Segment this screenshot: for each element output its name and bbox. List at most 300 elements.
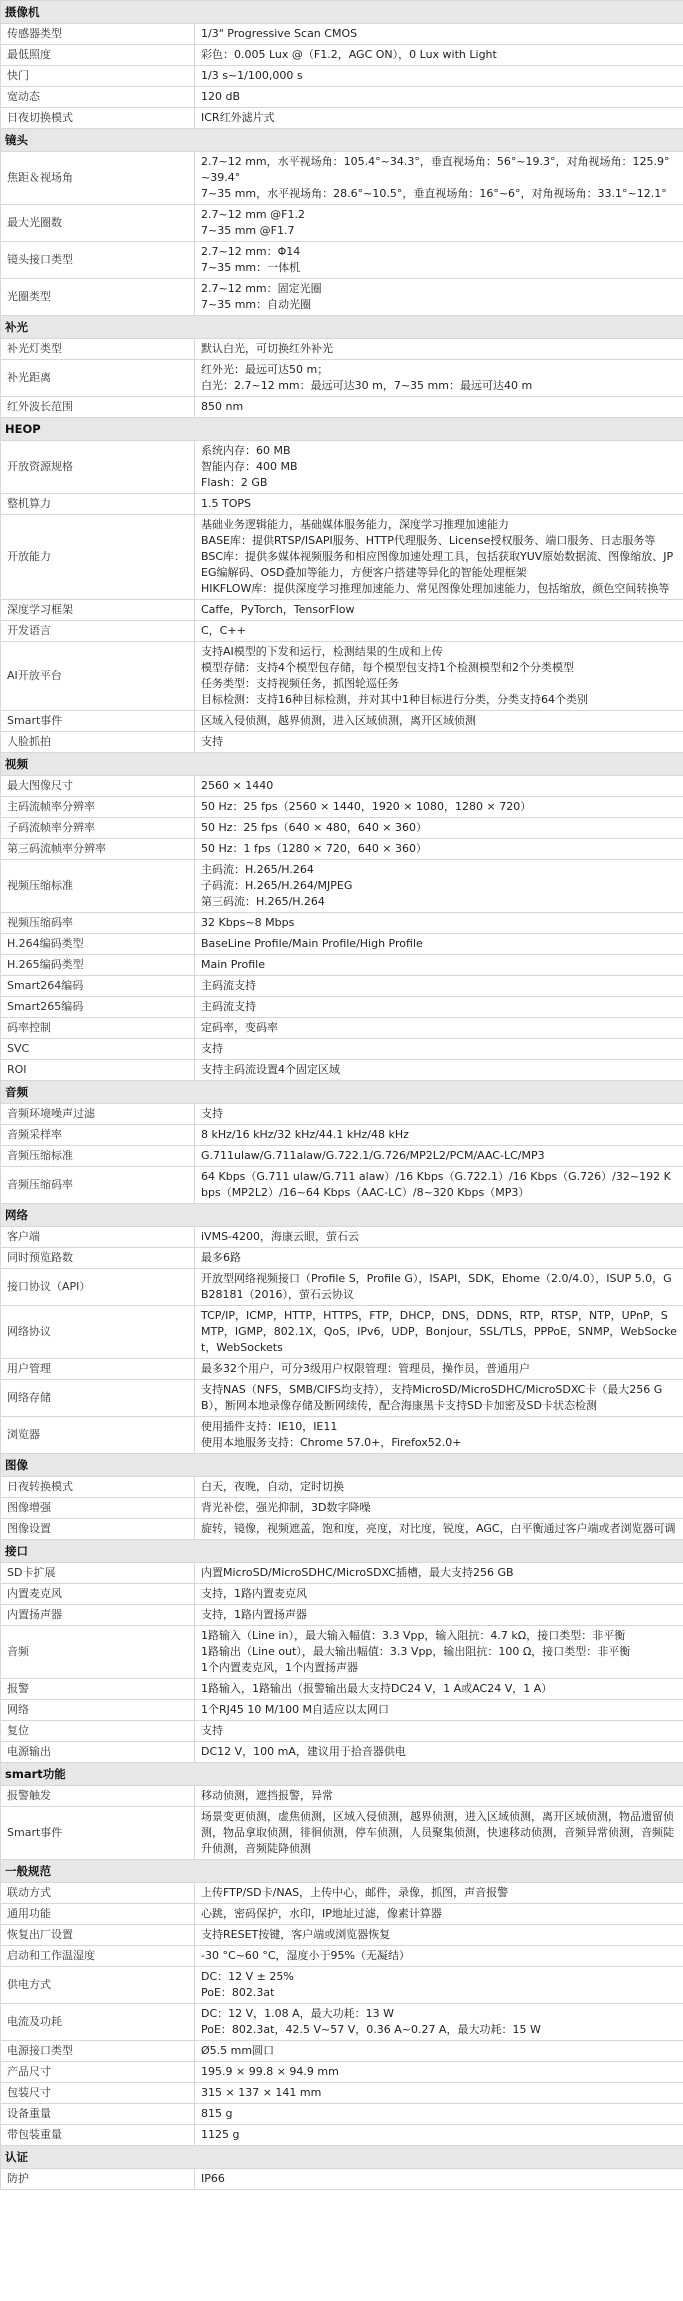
spec-row: [1, 1563, 683, 1584]
spec-value-line: iVMS-4200，海康云眼，萤石云: [201, 1230, 360, 1243]
spec-row: [1, 642, 683, 711]
spec-value-line: 64 Kbps（G.711 ulaw/G.711 alaw）/16 Kbps（G.722.1）/16 Kbps（G.726）/32~192 Kbps（MP2L2）/16~64 Kbps（AAC-LC）/8~320 Kbps（MP3）: [201, 1170, 671, 1199]
spec-value: [195, 1380, 683, 1417]
spec-value: [195, 152, 683, 205]
spec-value: [195, 1060, 683, 1081]
spec-row: [1, 1125, 683, 1146]
spec-key: 快门: [1, 66, 195, 87]
spec-key: 客户端: [1, 1227, 195, 1248]
spec-value: [195, 1417, 683, 1454]
spec-value-line: 心跳，密码保护，水印，IP地址过滤，像素计算器: [201, 1907, 442, 1920]
spec-value-line: HIKFLOW库：提供深度学习推理加速能力、常见图像处理加速能力，包括缩放，颜色空间转换等: [201, 582, 670, 595]
spec-value-line: 使用插件支持：IE10，IE11: [201, 1420, 338, 1433]
spec-value-line: 315 × 137 × 141 mm: [201, 2086, 322, 2099]
spec-key: 电源接口类型: [1, 2041, 195, 2062]
spec-row: [1, 1269, 683, 1306]
spec-value: [195, 397, 683, 418]
spec-value: [195, 976, 683, 997]
spec-value: [195, 45, 683, 66]
spec-row: [1, 1359, 683, 1380]
spec-row: [1, 515, 683, 600]
section-header: [1, 753, 683, 776]
spec-key: 最大图像尺寸: [1, 776, 195, 797]
section-header: [1, 1860, 683, 1883]
spec-row: [1, 205, 683, 242]
spec-key: 整机算力: [1, 494, 195, 515]
spec-key: 供电方式: [1, 1967, 195, 2004]
spec-value: [195, 1359, 683, 1380]
spec-value: [195, 2004, 683, 2041]
spec-value-line: 2560 × 1440: [201, 779, 274, 792]
spec-row: [1, 1967, 683, 2004]
spec-value-line: 基础业务逻辑能力，基础媒体服务能力，深度学习推理加速能力: [201, 518, 509, 531]
spec-value: [195, 711, 683, 732]
spec-key: 补光灯类型: [1, 339, 195, 360]
spec-value-line: 场景变更侦测，虚焦侦测，区域入侵侦测，越界侦测，进入区域侦测，离开区域侦测，物品遗留侦测，物品拿取侦测，徘徊侦测，停车侦测，人员聚集侦测，快速移动侦测，音频异常侦测，音频陡升侦测，音频陡降侦测: [201, 1810, 674, 1855]
spec-value-line: 2.7~12 mm：Φ14: [201, 245, 301, 258]
spec-row: [1, 2062, 683, 2083]
spec-value-line: 支持: [201, 735, 223, 748]
section-title: 认证: [1, 2146, 683, 2169]
spec-row: [1, 1227, 683, 1248]
spec-value-line: 白光：2.7~12 mm：最远可达30 m，7~35 mm：最远可达40 m: [201, 379, 533, 392]
spec-value-line: 最多32个用户，可分3级用户权限管理：管理员，操作员，普通用户: [201, 1362, 530, 1375]
spec-row: [1, 2169, 683, 2190]
spec-value-line: 第三码流：H.265/H.264: [201, 895, 325, 908]
spec-value-line: 1个内置麦克风，1个内置扬声器: [201, 1661, 358, 1674]
spec-value-line: 开放型网络视频接口（Profile S，Profile G），ISAPI，SDK，Ehome（2.0/4.0），ISUP 5.0，GB28181（2016），萤石云协议: [201, 1272, 672, 1301]
spec-value-line: 850 nm: [201, 400, 244, 413]
spec-row: [1, 1039, 683, 1060]
spec-key: Smart事件: [1, 711, 195, 732]
spec-row: [1, 976, 683, 997]
spec-row: [1, 1584, 683, 1605]
spec-key: 音频压缩码率: [1, 1167, 195, 1204]
spec-key: 音频压缩标准: [1, 1146, 195, 1167]
spec-value: [195, 1946, 683, 1967]
section-header: [1, 2146, 683, 2169]
spec-row: [1, 360, 683, 397]
spec-value: [195, 1269, 683, 1306]
spec-value: [195, 1883, 683, 1904]
spec-key: 带包装重量: [1, 2125, 195, 2146]
spec-key: 报警触发: [1, 1786, 195, 1807]
spec-value-line: 任务类型：支持视频任务，抓图轮巡任务: [201, 677, 399, 690]
spec-value: [195, 1584, 683, 1605]
spec-row: [1, 1519, 683, 1540]
spec-value: [195, 1925, 683, 1946]
spec-value: [195, 2083, 683, 2104]
spec-key: AI开放平台: [1, 642, 195, 711]
section-title: 接口: [1, 1540, 683, 1563]
spec-value-line: 定码率，变码率: [201, 1021, 278, 1034]
spec-value-line: DC12 V，100 mA，建议用于拾音器供电: [201, 1745, 406, 1758]
spec-key: 防护: [1, 2169, 195, 2190]
spec-row: [1, 711, 683, 732]
section-title: 镜头: [1, 129, 683, 152]
spec-value-line: ICR红外滤片式: [201, 111, 275, 124]
spec-row: [1, 66, 683, 87]
spec-key: 深度学习框架: [1, 600, 195, 621]
spec-value-line: 32 Kbps~8 Mbps: [201, 916, 295, 929]
spec-row: [1, 1104, 683, 1125]
spec-value-line: 白天，夜晚，自动，定时切换: [201, 1480, 344, 1493]
spec-value-line: Caffe，PyTorch，TensorFlow: [201, 603, 355, 616]
spec-key: 开放资源规格: [1, 441, 195, 494]
spec-key: 人脸抓拍: [1, 732, 195, 753]
spec-value-line: 2.7~12 mm，水平视场角：105.4°~34.3°，垂直视场角：56°~19.3°，对角视场角：125.9°~39.4°: [201, 155, 670, 184]
spec-value-line: 支持RESET按键，客户端或浏览器恢复: [201, 1928, 391, 1941]
spec-key: 网络协议: [1, 1306, 195, 1359]
spec-value: [195, 494, 683, 515]
spec-row: [1, 2125, 683, 2146]
spec-row: [1, 934, 683, 955]
spec-value: [195, 1700, 683, 1721]
spec-key: 补光距离: [1, 360, 195, 397]
spec-key: 第三码流帧率分辨率: [1, 839, 195, 860]
spec-key: 红外波长范围: [1, 397, 195, 418]
spec-value-line: Ø5.5 mm圆口: [201, 2044, 275, 2057]
spec-value-line: 7~35 mm：自动光圈: [201, 298, 312, 311]
spec-key: 音频采样率: [1, 1125, 195, 1146]
spec-value-line: 默认白光，可切换红外补光: [201, 342, 333, 355]
spec-value: [195, 1807, 683, 1860]
spec-value: [195, 1018, 683, 1039]
spec-value: [195, 642, 683, 711]
spec-row: [1, 955, 683, 976]
spec-key: 用户管理: [1, 1359, 195, 1380]
spec-row: [1, 1807, 683, 1860]
spec-value-line: 主码流支持: [201, 979, 256, 992]
spec-value: [195, 2104, 683, 2125]
spec-value-line: 1个RJ45 10 M/100 M自适应以太网口: [201, 1703, 390, 1716]
spec-value: [195, 955, 683, 976]
spec-row: [1, 1060, 683, 1081]
spec-key: 电源输出: [1, 1742, 195, 1763]
spec-value-line: 1.5 TOPS: [201, 497, 251, 510]
spec-value: [195, 1786, 683, 1807]
spec-value: [195, 1519, 683, 1540]
spec-value-line: -30 °C~60 °C，湿度小于95%（无凝结）: [201, 1949, 410, 1962]
spec-value: [195, 515, 683, 600]
spec-key: 通用功能: [1, 1904, 195, 1925]
spec-value-line: 1路输入（Line in），最大输入幅值：3.3 Vpp，输入阻抗：4.7 kΩ，接口类型：非平衡: [201, 1629, 626, 1642]
spec-value-line: DC：12 V，1.08 A，最大功耗：13 W: [201, 2007, 395, 2020]
spec-key: Smart265编码: [1, 997, 195, 1018]
spec-key: Smart264编码: [1, 976, 195, 997]
spec-value: [195, 2041, 683, 2062]
spec-key: H.264编码类型: [1, 934, 195, 955]
spec-value-line: 1/3 s~1/100,000 s: [201, 69, 303, 82]
spec-value: [195, 1146, 683, 1167]
spec-value: [195, 1679, 683, 1700]
spec-value: [195, 1742, 683, 1763]
spec-key: 最大光圈数: [1, 205, 195, 242]
spec-value: [195, 242, 683, 279]
spec-value: [195, 839, 683, 860]
spec-value-line: TCP/IP，ICMP，HTTP，HTTPS，FTP，DHCP，DNS，DDNS，RTP，RTSP，NTP，UPnP，SMTP，IGMP，802.1X，QoS，IPv6，UDP，Bonjour，SSL/TLS，PPPoE，SNMP，WebSocket，WebSockets: [201, 1309, 677, 1354]
spec-row: [1, 776, 683, 797]
spec-key: 开发语言: [1, 621, 195, 642]
spec-row: [1, 108, 683, 129]
spec-value-line: 2.7~12 mm：固定光圈: [201, 282, 322, 295]
spec-value: [195, 1626, 683, 1679]
section-title: 摄像机: [1, 1, 683, 24]
spec-value: [195, 1477, 683, 1498]
spec-key: 音频: [1, 1626, 195, 1679]
spec-key: 复位: [1, 1721, 195, 1742]
spec-value-line: BSC库：提供多媒体视频服务和相应图像加速处理工具，包括获取YUV原始数据流、图像缩放、JPEG编解码、OSD叠加等能力，方便客户搭建等异化的智能处理框架: [201, 550, 674, 579]
spec-table-body: [1, 1, 683, 2190]
spec-row: [1, 1477, 683, 1498]
spec-key: 音频环境噪声过滤: [1, 1104, 195, 1125]
spec-value-line: 支持，1路内置扬声器: [201, 1608, 307, 1621]
spec-value-line: BASE库：提供RTSP/ISAPI服务、HTTP代理服务、License授权服务、端口服务、日志服务等: [201, 534, 656, 547]
spec-row: [1, 818, 683, 839]
spec-value-line: Main Profile: [201, 958, 265, 971]
section-title: HEOP: [1, 418, 683, 441]
spec-value-line: 系统内存：60 MB: [201, 444, 291, 457]
spec-value: [195, 732, 683, 753]
spec-value-line: 7~35 mm @F1.7: [201, 224, 295, 237]
spec-row: [1, 397, 683, 418]
spec-key: 日夜切换模式: [1, 108, 195, 129]
spec-value: [195, 600, 683, 621]
spec-key: 包装尺寸: [1, 2083, 195, 2104]
spec-value-line: 120 dB: [201, 90, 241, 103]
spec-value-line: 支持主码流设置4个固定区域: [201, 1063, 340, 1076]
spec-row: [1, 2004, 683, 2041]
spec-value-line: 50 Hz：25 fps（640 × 480，640 × 360）: [201, 821, 428, 834]
spec-value-line: 子码流：H.265/H.264/MJPEG: [201, 879, 353, 892]
spec-value-line: Flash：2 GB: [201, 476, 268, 489]
spec-value-line: 彩色：0.005 Lux @（F1.2，AGC ON），0 Lux with Light: [201, 48, 497, 61]
spec-value: [195, 2062, 683, 2083]
spec-value: [195, 2125, 683, 2146]
spec-row: [1, 1498, 683, 1519]
spec-value-line: C，C++: [201, 624, 246, 637]
spec-value: [195, 24, 683, 45]
spec-row: [1, 860, 683, 913]
spec-key: Smart事件: [1, 1807, 195, 1860]
spec-key: 内置扬声器: [1, 1605, 195, 1626]
section-header: [1, 316, 683, 339]
spec-value: [195, 1167, 683, 1204]
spec-row: [1, 87, 683, 108]
spec-row: [1, 24, 683, 45]
spec-value-line: 主码流：H.265/H.264: [201, 863, 314, 876]
spec-value-line: IP66: [201, 2172, 225, 2185]
spec-value-line: PoE：802.3at，42.5 V~57 V，0.36 A~0.27 A，最大功耗：15 W: [201, 2023, 541, 2036]
spec-value: [195, 1605, 683, 1626]
spec-key: H.265编码类型: [1, 955, 195, 976]
spec-value: [195, 1227, 683, 1248]
spec-key: 宽动态: [1, 87, 195, 108]
spec-value-line: 使用本地服务支持：Chrome 57.0+，Firefox52.0+: [201, 1436, 462, 1449]
spec-value-line: 8 kHz/16 kHz/32 kHz/44.1 kHz/48 kHz: [201, 1128, 409, 1141]
spec-key: 浏览器: [1, 1417, 195, 1454]
spec-value-line: 支持，1路内置麦克风: [201, 1587, 307, 1600]
spec-key: 码率控制: [1, 1018, 195, 1039]
spec-key: 开放能力: [1, 515, 195, 600]
spec-key: 电流及功耗: [1, 2004, 195, 2041]
spec-row: [1, 913, 683, 934]
spec-row: [1, 1786, 683, 1807]
spec-row: [1, 1167, 683, 1204]
spec-row: [1, 1904, 683, 1925]
section-title: 图像: [1, 1454, 683, 1477]
spec-value: [195, 913, 683, 934]
spec-value-line: 支持NAS（NFS，SMB/CIFS均支持），支持MicroSD/MicroSDHC/MicroSDXC卡（最大256 GB），断网本地录像存储及断网续传，配合海康黑卡支持SD卡加密及SD卡状态检测: [201, 1383, 663, 1412]
spec-row: [1, 732, 683, 753]
spec-value-line: 旋转，镜像，视频遮盖，饱和度，亮度，对比度，锐度，AGC，白平衡通过客户端或者浏览器可调: [201, 1522, 676, 1535]
spec-value-line: 区域入侵侦测，越界侦测，进入区域侦测，离开区域侦测: [201, 714, 476, 727]
section-title: smart功能: [1, 1763, 683, 1786]
spec-row: [1, 621, 683, 642]
spec-value-line: G.711ulaw/G.711alaw/G.722.1/G.726/MP2L2/PCM/AAC-LC/MP3: [201, 1149, 545, 1162]
spec-value: [195, 934, 683, 955]
spec-key: 焦距＆视场角: [1, 152, 195, 205]
spec-value: [195, 997, 683, 1018]
spec-value: [195, 1125, 683, 1146]
spec-row: [1, 1946, 683, 1967]
section-header: [1, 1, 683, 24]
spec-value-line: PoE：802.3at: [201, 1986, 275, 1999]
spec-row: [1, 1306, 683, 1359]
spec-key: 最低照度: [1, 45, 195, 66]
spec-value: [195, 1563, 683, 1584]
spec-key: 视频压缩码率: [1, 913, 195, 934]
spec-value: [195, 279, 683, 316]
spec-value: [195, 1306, 683, 1359]
section-header: [1, 1454, 683, 1477]
spec-key: 镜头接口类型: [1, 242, 195, 279]
spec-value: [195, 2169, 683, 2190]
section-header: [1, 1204, 683, 1227]
spec-key: 同时预览路数: [1, 1248, 195, 1269]
spec-key: 视频压缩标准: [1, 860, 195, 913]
spec-value-line: 支持AI模型的下发和运行，检测结果的生成和上传: [201, 645, 443, 658]
spec-row: [1, 997, 683, 1018]
section-title: 补光: [1, 316, 683, 339]
spec-row: [1, 839, 683, 860]
spec-row: [1, 242, 683, 279]
spec-value: [195, 205, 683, 242]
spec-value: [195, 339, 683, 360]
spec-row: [1, 1679, 683, 1700]
spec-key: 传感器类型: [1, 24, 195, 45]
spec-row: [1, 1018, 683, 1039]
spec-value-line: 1/3" Progressive Scan CMOS: [201, 27, 358, 40]
spec-value-line: 1125 g: [201, 2128, 240, 2141]
spec-value-line: 目标检测：支持16种目标检测，并对其中1种目标进行分类，分类支持64个类别: [201, 693, 588, 706]
section-header: [1, 1540, 683, 1563]
spec-key: 恢复出厂设置: [1, 1925, 195, 1946]
spec-row: [1, 1925, 683, 1946]
spec-row: [1, 339, 683, 360]
section-header: [1, 1763, 683, 1786]
spec-row: [1, 152, 683, 205]
spec-value: [195, 66, 683, 87]
spec-key: 联动方式: [1, 1883, 195, 1904]
spec-key: 网络存储: [1, 1380, 195, 1417]
spec-key: 接口协议（API）: [1, 1269, 195, 1306]
spec-value: [195, 441, 683, 494]
spec-value-line: 移动侦测，遮挡报警，异常: [201, 1789, 333, 1802]
spec-value-line: 上传FTP/SD卡/NAS，上传中心，邮件，录像，抓图，声音报警: [201, 1886, 509, 1899]
spec-key: 启动和工作温湿度: [1, 1946, 195, 1967]
spec-value-line: 7~35 mm：一体机: [201, 261, 301, 274]
spec-row: [1, 797, 683, 818]
spec-key: 主码流帧率分辨率: [1, 797, 195, 818]
section-title: 视频: [1, 753, 683, 776]
spec-value: [195, 108, 683, 129]
spec-row: [1, 1626, 683, 1679]
spec-value-line: 内置MicroSD/MicroSDHC/MicroSDXC插槽，最大支持256 GB: [201, 1566, 514, 1579]
spec-value-line: 1路输入，1路输出（报警输出最大支持DC24 V，1 A或AC24 V，1 A）: [201, 1682, 553, 1695]
spec-row: [1, 494, 683, 515]
spec-row: [1, 1721, 683, 1742]
spec-key: SVC: [1, 1039, 195, 1060]
spec-key: ROI: [1, 1060, 195, 1081]
spec-value-line: 主码流支持: [201, 1000, 256, 1013]
spec-row: [1, 2104, 683, 2125]
spec-value: [195, 360, 683, 397]
spec-value-line: 最多6路: [201, 1251, 241, 1264]
spec-key: 光圈类型: [1, 279, 195, 316]
spec-row: [1, 45, 683, 66]
spec-row: [1, 1742, 683, 1763]
spec-value: [195, 621, 683, 642]
spec-row: [1, 2041, 683, 2062]
spec-value-line: 模型存储：支持4个模型包存储，每个模型包支持1个检测模型和2个分类模型: [201, 661, 574, 674]
spec-value-line: 支持: [201, 1724, 223, 1737]
spec-row: [1, 1700, 683, 1721]
spec-row: [1, 1605, 683, 1626]
spec-value: [195, 818, 683, 839]
spec-value-line: 7~35 mm，水平视场角：28.6°~10.5°，垂直视场角：16°~6°，对角视场角：33.1°~12.1°: [201, 187, 667, 200]
spec-key: 设备重量: [1, 2104, 195, 2125]
spec-row: [1, 1146, 683, 1167]
spec-value-line: 支持: [201, 1107, 223, 1120]
spec-value: [195, 1248, 683, 1269]
spec-value-line: 195.9 × 99.8 × 94.9 mm: [201, 2065, 339, 2078]
spec-value: [195, 1904, 683, 1925]
section-title: 网络: [1, 1204, 683, 1227]
spec-key: 日夜转换模式: [1, 1477, 195, 1498]
spec-row: [1, 1417, 683, 1454]
spec-key: 报警: [1, 1679, 195, 1700]
spec-value-line: 背光补偿，强光抑制，3D数字降噪: [201, 1501, 371, 1514]
spec-value-line: 50 Hz：25 fps（2560 × 1440，1920 × 1080，1280 × 720）: [201, 800, 532, 813]
spec-key: 子码流帧率分辨率: [1, 818, 195, 839]
spec-value-line: 红外光：最远可达50 m；: [201, 363, 329, 376]
spec-value-line: 1路输出（Line out），最大输出幅值：3.3 Vpp，输出阻抗：100 Ω，接口类型：非平衡: [201, 1645, 631, 1658]
spec-key: 产品尺寸: [1, 2062, 195, 2083]
spec-value: [195, 860, 683, 913]
spec-value-line: 50 Hz：1 fps（1280 × 720，640 × 360）: [201, 842, 428, 855]
spec-row: [1, 1380, 683, 1417]
spec-value-line: DC：12 V ± 25%: [201, 1970, 294, 1983]
spec-key: SD卡扩展: [1, 1563, 195, 1584]
section-header: [1, 129, 683, 152]
spec-value: [195, 1721, 683, 1742]
spec-key: 图像设置: [1, 1519, 195, 1540]
spec-value-line: 支持: [201, 1042, 223, 1055]
spec-value: [195, 87, 683, 108]
spec-value-line: 815 g: [201, 2107, 233, 2120]
spec-value: [195, 1967, 683, 2004]
